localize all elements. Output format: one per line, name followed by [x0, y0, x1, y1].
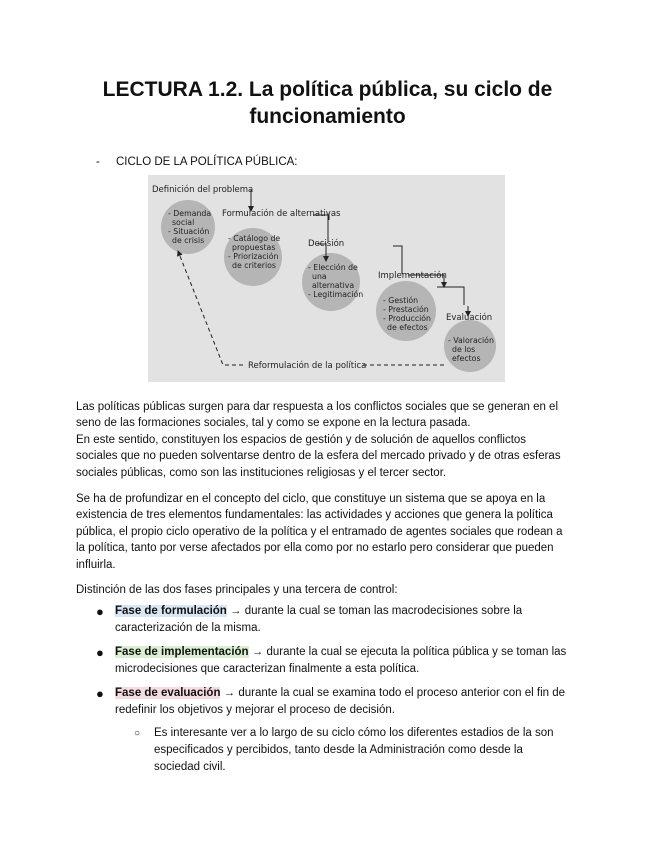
feedback-label: Reformulación de la política: [248, 361, 367, 371]
paragraph-line: existencia de tres elementos fundamentales: las actividades y acciones que genera la política: [76, 509, 553, 522]
connector-decision-impl: [393, 246, 402, 274]
paragraph-line: seno de las formaciones sociales, tal y como se expone en la lectura pasada.: [76, 417, 471, 430]
stage-4-item: - Producción: [383, 314, 432, 323]
paragraph-line: influirla.: [76, 558, 116, 571]
bullet-dot: ●: [96, 686, 104, 701]
dash-marker: -: [96, 156, 100, 168]
bullet-line: → durante la cual se toman las macrodecisiones sobre la: [230, 605, 523, 617]
stage-1-item: - Situación: [168, 227, 210, 236]
stage-label-4: Implementación: [378, 271, 447, 281]
stage-2-item: de criterios: [232, 261, 276, 270]
page-title: LECTURA 1.2. La política pública, su ciclo de funcionamiento: [102, 78, 553, 128]
paragraph-line: pública, el propio ciclo operativo de la política y el entramado de agentes sociales que rodean a: [76, 525, 563, 538]
bullet-line: redefinir los objetivos y mejorar el proceso de decisión.: [115, 704, 395, 716]
stage-5-item: efectos: [452, 354, 481, 363]
stage-1-item: de crisis: [172, 236, 205, 245]
paragraph-intro: [76, 399, 586, 481]
bullet-line: caracterización de la misma.: [115, 622, 261, 634]
bullet-line: microdecisiones que caracterizan finalmente a esta política.: [115, 663, 420, 675]
stage-4-item: - Prestación: [383, 305, 429, 314]
bullet-line: → durante la cual se examina todo el proceso anterior con el fin de: [223, 687, 566, 699]
stage-3-item: alternativa: [312, 281, 355, 290]
section-heading-text: CICLO DE LA POLÍTICA PÚBLICA:: [116, 156, 298, 168]
stage-2-item: propuestas: [232, 243, 276, 252]
stage-label-3: Decisión: [308, 239, 345, 249]
paragraph-line: Distinción de las dos fases principales y una tercera de control:: [76, 584, 398, 596]
policy-cycle-diagram: [148, 175, 505, 382]
stage-5-item: - Valoración: [448, 336, 494, 345]
sub-bullet-line: sociedad civil.: [154, 761, 226, 773]
stage-3-item: - Elección de: [308, 263, 358, 272]
stage-3-item: - Legitimación: [308, 290, 364, 299]
connector-impl-eval: [437, 287, 464, 305]
stage-2-item: - Catálogo de: [228, 234, 281, 243]
bullet-dot: ●: [96, 604, 104, 619]
sub-bullet-line: Es interesante ver a lo largo de su ciclo cómo los diferentes estadios de la son: [154, 727, 554, 739]
policy-cycle-svg: [148, 175, 505, 382]
stage-2-item: - Priorización: [228, 252, 279, 261]
bullet-dot: ●: [96, 645, 104, 660]
stage-1-item: social: [172, 218, 195, 227]
paragraph-line: Las políticas públicas surgen para dar respuesta a los conflictos sociales que se generan en el: [76, 401, 559, 413]
paragraph-phases: [76, 582, 586, 598]
paragraph-line: sociales que no pueden solventarse dentro de la esfera del mercado privado y de otras esferas: [76, 450, 561, 463]
sub-bullet-circle: ○: [134, 728, 141, 739]
term-implementation: Fase de implementación: [115, 646, 249, 658]
stage-4-item: - Gestión: [383, 296, 419, 305]
paragraph-line: En este sentido, constituyen los espacios de gestión y de solución de aquellos conflictos: [76, 433, 527, 446]
section-heading: [96, 156, 298, 168]
stage-5-item: de los: [452, 345, 476, 354]
stage-3-item: una: [312, 272, 327, 281]
sub-bullet-line: especificados y percibidos, tanto desde la Administración como desde la: [154, 744, 523, 756]
term-evaluation: Fase de evaluación: [115, 687, 221, 699]
stage-1-item: - Demanda: [168, 209, 212, 218]
stage-label-5: Evaluación: [446, 313, 493, 323]
stage-4-item: de efectos: [387, 323, 428, 332]
term-formulation: Fase de formulación: [115, 605, 227, 617]
paragraph-line: sociales públicas, como son las instituciones religiosas y el tercer sector.: [76, 466, 447, 479]
stage-label-2: Formulación de alternativas: [222, 209, 341, 219]
stage-label-1: Definición del problema: [152, 185, 254, 195]
bullet-line: → durante la cual se ejecuta la política pública y se toman las: [251, 646, 567, 658]
paragraph-line: la política, tanto por verse afectados por ella como por no estarlo pero considerar que pueden: [76, 542, 554, 555]
paragraph-line: Se ha de profundizar en el concepto del ciclo, que constituye un sistema que se apoya en la: [76, 493, 546, 505]
paragraph-cycle: [76, 491, 586, 573]
